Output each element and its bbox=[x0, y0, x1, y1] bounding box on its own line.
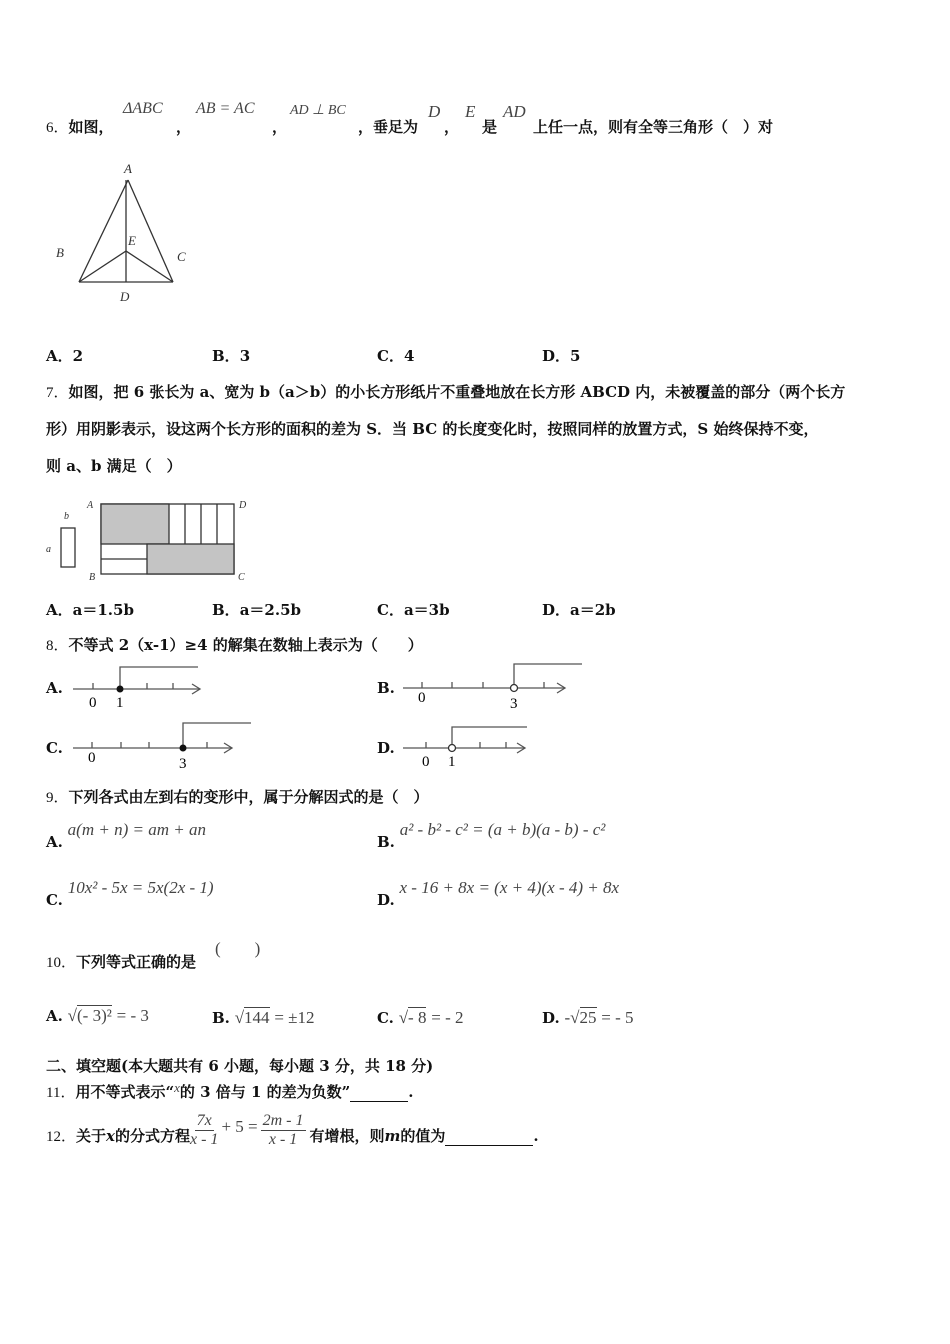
radicand: 144 bbox=[244, 1008, 270, 1027]
math-ad: AD bbox=[503, 102, 526, 121]
q7-option-b[interactable] bbox=[212, 599, 301, 620]
q10-option-a[interactable] bbox=[46, 1006, 149, 1026]
question-number: 11． bbox=[46, 1085, 76, 1101]
question-number: 7． bbox=[46, 385, 69, 401]
tick-label: 0 bbox=[88, 750, 96, 766]
q8-option-b[interactable]: B. bbox=[377, 679, 395, 697]
stem-text: 有增根，则 bbox=[309, 1127, 385, 1145]
denominator: x - 1 bbox=[190, 1131, 219, 1148]
tick-label: 3 bbox=[179, 756, 187, 772]
math-ab-eq-ac: AB = AC bbox=[196, 100, 255, 117]
option-label: A． bbox=[46, 601, 73, 619]
q8-option-d[interactable]: D. bbox=[377, 739, 395, 757]
q8-stem bbox=[46, 634, 423, 655]
tick-label: 0 bbox=[422, 754, 430, 770]
answer-blank[interactable] bbox=[350, 1083, 408, 1102]
q11-stem bbox=[46, 1081, 414, 1102]
answer-blank[interactable] bbox=[445, 1127, 533, 1146]
option-value: a＝2b bbox=[570, 601, 616, 619]
option-label: D. bbox=[542, 1009, 560, 1027]
plus-five-equals: + 5 = bbox=[221, 1117, 258, 1136]
q7-stem-line3: 则 a、b 满足（ ） bbox=[46, 457, 182, 475]
comma: ， bbox=[444, 118, 460, 136]
option-label: C． bbox=[377, 601, 404, 619]
option-label: C. bbox=[377, 1009, 394, 1027]
label-a-corner: A bbox=[87, 500, 94, 511]
stem-text: ，垂足为 bbox=[358, 118, 419, 136]
q7-option-c[interactable] bbox=[377, 599, 450, 620]
stem-text: 下列各式由左到右的变形中，属于分解因式的是（ ） bbox=[68, 788, 429, 806]
stem-text: 上任一点，则有全等三角形（ ）对 bbox=[533, 118, 774, 136]
sqrt-sign: √ bbox=[234, 1008, 245, 1027]
math-ad-perp-bc: AD ⊥ BC bbox=[290, 103, 346, 118]
option-label: B. bbox=[212, 1009, 230, 1027]
q6-option-b[interactable] bbox=[212, 345, 250, 366]
option-value: 4 bbox=[403, 347, 415, 365]
prefix: - bbox=[564, 1008, 571, 1027]
stem-text: 的分式方程 bbox=[114, 1127, 190, 1145]
tick-label: 3 bbox=[510, 696, 518, 712]
numerator: 2m - 1 bbox=[262, 1112, 304, 1129]
q9-stem bbox=[46, 786, 429, 807]
option-label: A. bbox=[46, 833, 63, 851]
q7-option-d[interactable] bbox=[542, 599, 616, 620]
math-triangle-abc: ΔABC bbox=[123, 100, 163, 117]
q10-option-c[interactable] bbox=[377, 1008, 463, 1028]
q10-option-b[interactable] bbox=[212, 1008, 314, 1028]
stem-text: 关于 bbox=[76, 1127, 107, 1145]
number-line-a bbox=[70, 662, 205, 712]
stem-text: 下列等式正确的是 bbox=[76, 953, 197, 971]
q7-option-a[interactable] bbox=[46, 599, 134, 620]
comma: ， bbox=[272, 118, 288, 136]
option-label: B． bbox=[212, 601, 240, 619]
numerator: 7x bbox=[196, 1112, 212, 1129]
label-b-width: b bbox=[64, 511, 69, 522]
label-c-corner: C bbox=[238, 572, 245, 583]
q9-option-d[interactable] bbox=[377, 878, 620, 909]
triangle-figure bbox=[40, 155, 210, 310]
sqrt-sign: √ bbox=[67, 1006, 77, 1025]
stem-text: 的值为 bbox=[400, 1127, 446, 1145]
option-label: A. bbox=[46, 1007, 63, 1025]
q8-option-a[interactable]: A. bbox=[46, 679, 63, 697]
label-b-corner: B bbox=[89, 572, 96, 583]
stem-text: 的 3 倍与 1 的差为负数” bbox=[179, 1083, 351, 1101]
option-label: C. bbox=[46, 891, 63, 909]
period: . bbox=[533, 1127, 539, 1145]
fraction-right bbox=[261, 1112, 306, 1149]
option-value: 5 bbox=[570, 347, 581, 365]
option-label: B． bbox=[212, 347, 240, 365]
q10-stem bbox=[46, 951, 196, 972]
option-label: A． bbox=[46, 347, 73, 365]
label-d-corner: D bbox=[239, 500, 247, 511]
math-x: x bbox=[174, 1080, 180, 1095]
option-expression: a(m + n) = am + an bbox=[67, 820, 206, 839]
label-d: D bbox=[120, 289, 130, 304]
option-value: a＝2.5b bbox=[239, 601, 301, 619]
q7-stem-line2: 形）用阴影表示，设这两个长方形的面积的差为 S．当 BC 的长度变化时，按照同样的放置方式，S 始终保持不变， bbox=[46, 420, 819, 438]
fraction-left bbox=[190, 1112, 218, 1149]
tick-label: 0 bbox=[89, 695, 97, 711]
math-m: m bbox=[384, 1127, 401, 1145]
number-line-b bbox=[400, 660, 585, 712]
q8-option-c[interactable]: C. bbox=[46, 739, 63, 757]
option-value: 2 bbox=[72, 347, 84, 365]
comma: ， bbox=[176, 118, 192, 136]
q9-option-a[interactable] bbox=[46, 820, 206, 851]
period: . bbox=[408, 1083, 414, 1101]
sqrt-sign: √ bbox=[398, 1008, 409, 1027]
option-label: B. bbox=[377, 833, 395, 851]
tick-label: 0 bbox=[418, 690, 426, 706]
label-e: E bbox=[128, 233, 136, 248]
question-number: 8． bbox=[46, 638, 69, 654]
result: = - 3 bbox=[116, 1006, 149, 1025]
number-line-d bbox=[400, 722, 535, 772]
sqrt-sign: √ bbox=[570, 1008, 580, 1027]
stem-text: 如图，把 6 张长为 a、宽为 b（a＞b）的小长方形纸片不重叠地放在长方形 ABCD 内，未被覆盖的部分（两个长方 bbox=[68, 383, 846, 401]
radicand: 25 bbox=[579, 1008, 597, 1027]
radicand: - 8 bbox=[408, 1008, 427, 1027]
label-b: B bbox=[56, 245, 64, 260]
stem-text: 如图， bbox=[68, 118, 114, 136]
label-c: C bbox=[177, 249, 186, 264]
q12-stem bbox=[46, 1112, 539, 1149]
tick-label: 1 bbox=[116, 695, 124, 711]
q7-stem-line1 bbox=[46, 381, 845, 402]
option-value: 3 bbox=[239, 347, 251, 365]
rectangle-figure bbox=[40, 492, 260, 587]
stem-text: 是 bbox=[482, 118, 498, 136]
denominator: x - 1 bbox=[268, 1131, 298, 1148]
result: = ±12 bbox=[274, 1008, 315, 1027]
option-expression: a² - b² - c² = (a + b)(a - b) - c² bbox=[399, 820, 606, 839]
q10-option-d[interactable] bbox=[542, 1008, 634, 1028]
tick-label: 1 bbox=[448, 754, 456, 770]
option-label: D． bbox=[542, 347, 571, 365]
question-number: 6． bbox=[46, 120, 69, 136]
q6-stem bbox=[46, 116, 114, 137]
option-label: D. bbox=[377, 891, 395, 909]
option-expression: x - 16 + 8x = (x + 4)(x - 4) + 8x bbox=[399, 878, 620, 897]
option-expression: 10x² - 5x = 5x(2x - 1) bbox=[67, 878, 214, 897]
q6-option-d[interactable] bbox=[542, 345, 580, 366]
question-number: 9． bbox=[46, 790, 69, 806]
option-value: a＝3b bbox=[403, 601, 450, 619]
q9-option-b[interactable] bbox=[377, 820, 606, 851]
section-heading: 二、填空题(本大题共有 6 小题，每小题 3 分，共 18 分) bbox=[46, 1057, 434, 1075]
stem-text: 不等式 2（x-1）≥4 的解集在数轴上表示为（ ） bbox=[68, 636, 423, 654]
q6-option-c[interactable] bbox=[377, 345, 414, 366]
option-label: C． bbox=[377, 347, 404, 365]
result: = - 5 bbox=[601, 1008, 634, 1027]
question-number: 12． bbox=[46, 1129, 77, 1145]
stem-text: 用不等式表示“ bbox=[75, 1083, 175, 1101]
math-e: E bbox=[465, 102, 476, 121]
math-d: D bbox=[428, 102, 441, 121]
q6-option-a[interactable] bbox=[46, 345, 83, 366]
q9-option-c[interactable] bbox=[46, 878, 214, 909]
result: = - 2 bbox=[431, 1008, 464, 1027]
label-a: A bbox=[124, 161, 132, 176]
number-line-c bbox=[70, 720, 255, 772]
answer-paren: ( ) bbox=[215, 939, 261, 958]
math-x: x bbox=[106, 1127, 115, 1145]
option-value: a＝1.5b bbox=[72, 601, 134, 619]
option-label: D． bbox=[542, 601, 571, 619]
label-a-length: a bbox=[46, 544, 51, 555]
question-number: 10． bbox=[46, 955, 77, 971]
radicand: (- 3)² bbox=[77, 1006, 112, 1025]
